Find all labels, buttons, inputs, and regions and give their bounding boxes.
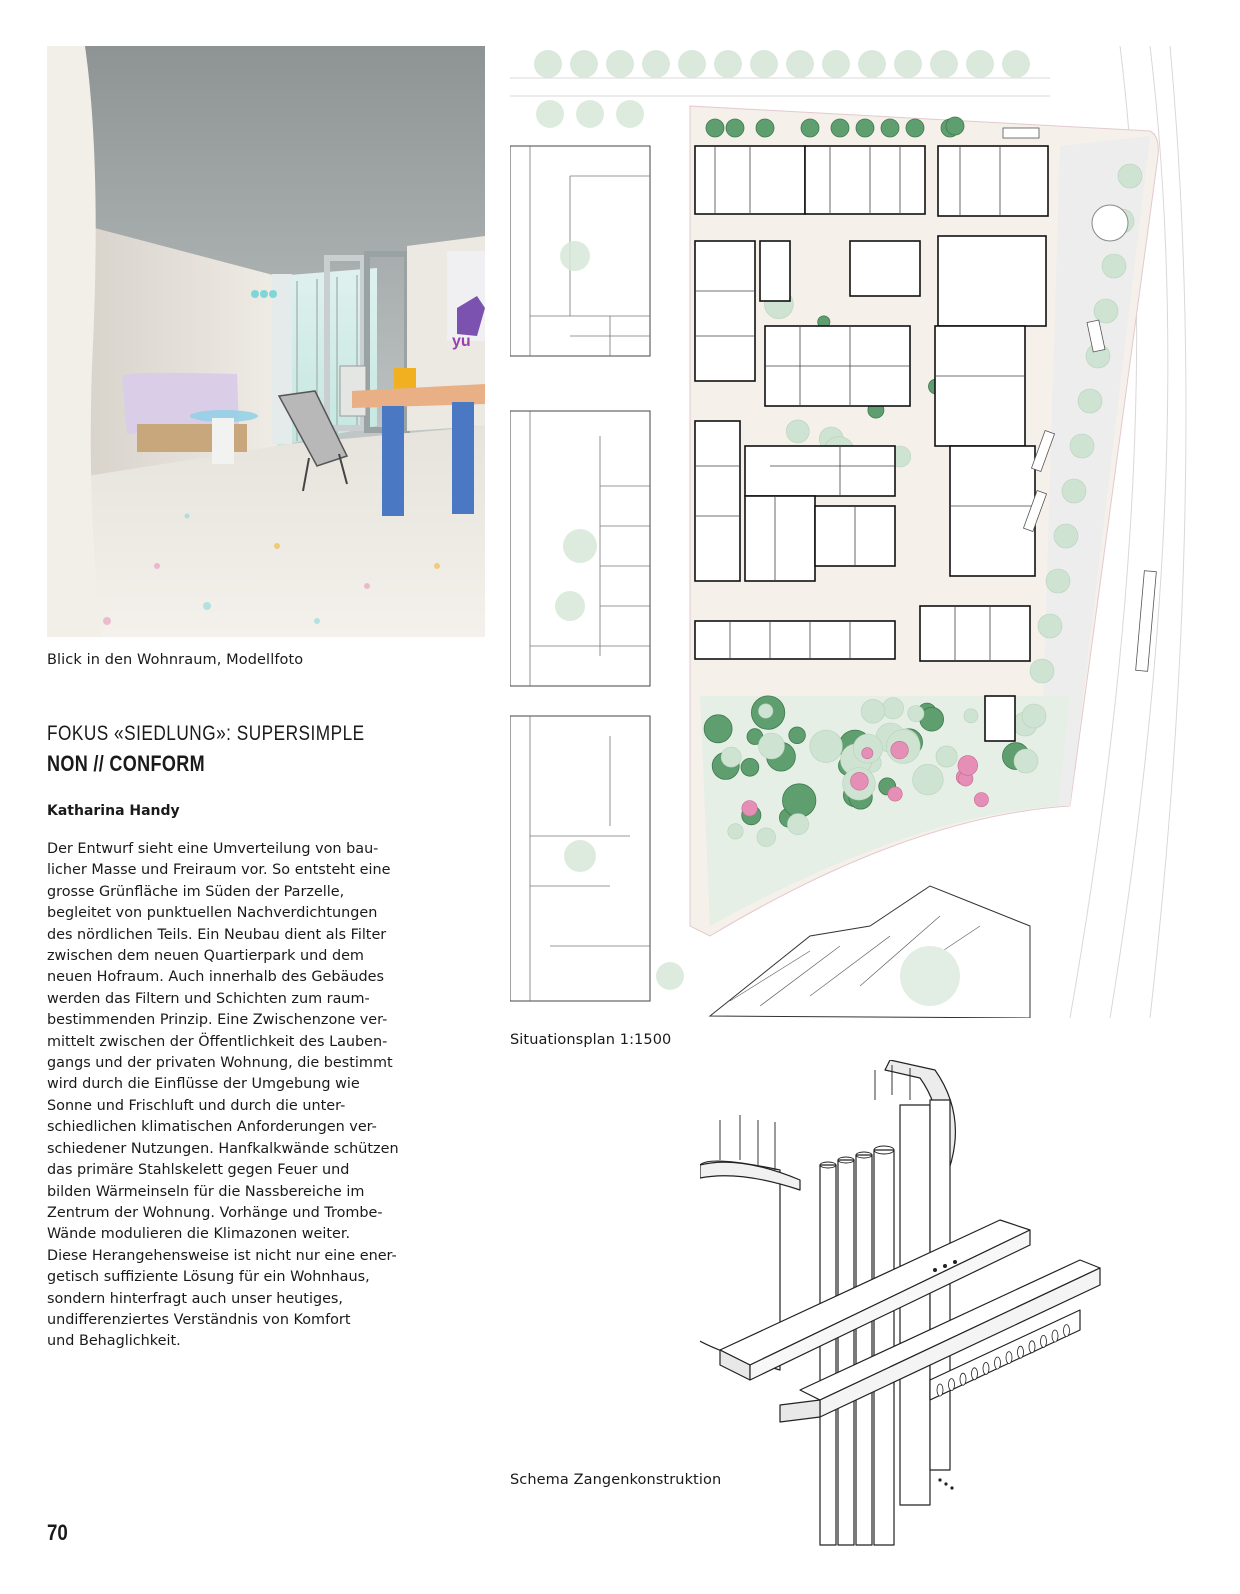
tree-symbol: [757, 828, 776, 847]
girder-hole: [960, 1373, 966, 1385]
tree-symbol: [714, 50, 742, 78]
body-line: gangs und der privaten Wohnung, die bestimmt: [47, 1055, 393, 1072]
tree-symbol: [946, 117, 964, 135]
tree-symbol: [801, 119, 819, 137]
body-line: das primäre Stahlskelett gegen Feuer und: [47, 1162, 350, 1179]
tree-symbol: [759, 704, 773, 718]
tree-symbol: [704, 715, 732, 743]
girder-hole: [1041, 1335, 1047, 1347]
tree-symbol: [1078, 389, 1102, 413]
tree-symbol: [1094, 299, 1118, 323]
tree-symbol: [888, 787, 902, 801]
page-number: 70: [47, 1520, 68, 1545]
girder-hole: [983, 1362, 989, 1374]
body-line: wird durch die Einflüsse der Umgebung wie: [47, 1076, 360, 1093]
tree-symbol: [1022, 704, 1046, 728]
tree-symbol: [726, 119, 744, 137]
tree-symbol: [1030, 659, 1054, 683]
body-line: mittelt zwischen der Öffentlichkeit des Lauben-: [47, 1033, 388, 1050]
body-line: bilden Wärmeinseln für die Nassbereiche im: [47, 1183, 365, 1200]
tree-symbol: [741, 758, 759, 776]
girder-hole: [1018, 1346, 1024, 1358]
body-line: Diese Herangehensweise ist nicht nur eine ener-: [47, 1247, 397, 1264]
tree-symbol: [966, 50, 994, 78]
tree-symbol: [882, 698, 903, 719]
body-line: schiedlichen klimatischen Anforderungen ver-: [47, 1119, 377, 1136]
tree-symbol: [858, 50, 886, 78]
article-kicker: FOKUS «SIEDLUNG»: SUPERSIMPLE: [47, 722, 365, 745]
plan-caption: Situationsplan 1:1500: [510, 1032, 672, 1048]
tree-symbol: [642, 50, 670, 78]
body-line: werden das Filtern und Schichten zum raum-: [47, 990, 370, 1007]
body-line: und Behaglichkeit.: [47, 1333, 181, 1350]
body-line: grosse Grünfläche im Süden der Parzelle,: [47, 883, 345, 900]
girder-hole: [1052, 1330, 1058, 1342]
tree-symbol: [936, 746, 957, 767]
body-line: licher Masse und Freiraum vor. So entsteht eine: [47, 862, 391, 879]
girder-hole: [972, 1368, 978, 1380]
body-line: sondern hinterfragt auch unser heutiges,: [47, 1290, 343, 1307]
tree-symbol: [786, 50, 814, 78]
tree-symbol: [750, 50, 778, 78]
tree-symbol: [1102, 254, 1126, 278]
tree-symbol: [789, 727, 806, 744]
body-line: schiedener Nutzungen. Hanfkalkwände schützen: [47, 1140, 399, 1157]
tree-symbol: [862, 748, 873, 759]
tree-symbol: [861, 699, 885, 723]
tree-symbol: [1038, 614, 1062, 638]
body-line: Zentrum der Wohnung. Vorhänge und Trombe-: [47, 1204, 383, 1221]
body-line: bestimmenden Prinzip. Eine Zwischenzone ver-: [47, 1012, 388, 1029]
tree-symbol: [974, 793, 988, 807]
article-author: Katharina Handy: [47, 803, 180, 819]
tree-symbol: [851, 772, 869, 790]
girder-hole: [1006, 1352, 1012, 1364]
tree-symbol: [831, 119, 849, 137]
body-line: Der Entwurf sieht eine Umverteilung von bau-: [47, 841, 379, 857]
tree-symbol: [1070, 434, 1094, 458]
tree-symbol: [913, 764, 944, 795]
tree-symbol: [894, 50, 922, 78]
tree-symbol: [810, 730, 843, 763]
tree-symbol: [756, 119, 774, 137]
tree-symbol: [1054, 524, 1078, 548]
tree-symbol: [728, 824, 743, 839]
site-plan: [510, 46, 1210, 1018]
body-line: begleitet von punktuellen Nachverdichtungen: [47, 905, 378, 922]
tree-symbol: [1046, 569, 1070, 593]
girder-hole: [1029, 1341, 1035, 1353]
tree-symbol: [606, 50, 634, 78]
tree-symbol: [678, 50, 706, 78]
tree-symbol: [759, 733, 785, 759]
girder-hole: [949, 1379, 955, 1391]
tree-symbol: [783, 784, 816, 817]
girder-hole: [1064, 1325, 1070, 1337]
tree-symbol: [908, 706, 924, 722]
tree-symbol: [1062, 479, 1086, 503]
tree-symbol: [721, 747, 741, 767]
body-line: undifferenziertes Verständnis von Komfort: [47, 1311, 351, 1328]
tree-symbol: [1118, 164, 1142, 188]
tree-symbol: [906, 119, 924, 137]
body-line: Sonne und Frischluft und durch die unter-: [47, 1097, 346, 1114]
svg-text:yu: yu: [452, 333, 471, 350]
construction-diagram: [700, 1060, 1120, 1550]
tree-symbol: [891, 741, 909, 759]
article-body: [47, 839, 399, 1353]
article-title: NON // CONFORM: [47, 751, 205, 776]
tree-symbol: [742, 801, 758, 817]
tree-symbol: [787, 814, 808, 835]
tree-symbol: [881, 119, 899, 137]
tree-symbol: [930, 50, 958, 78]
tree-symbol: [534, 50, 562, 78]
tree-symbol: [1002, 50, 1030, 78]
model-photo: [47, 46, 485, 637]
tree-symbol: [822, 50, 850, 78]
body-line: Wände modulieren die Klimazonen weiter.: [47, 1226, 351, 1243]
tree-symbol: [1014, 749, 1038, 773]
body-line: getisch suffiziente Lösung für ein Wohnhaus,: [47, 1269, 370, 1286]
girder-hole: [995, 1357, 1001, 1369]
photo-caption: Blick in den Wohnraum, Modellfoto: [47, 652, 304, 668]
body-line: des nördlichen Teils. Ein Neubau dient als Filter: [47, 926, 387, 943]
tree-symbol: [706, 119, 724, 137]
tree-symbol: [964, 709, 978, 723]
tree-symbol: [570, 50, 598, 78]
body-line: neuen Hofraum. Auch innerhalb des Gebäudes: [47, 969, 384, 986]
tree-symbol: [786, 420, 809, 443]
girder-hole: [937, 1384, 943, 1396]
tree-symbol: [856, 119, 874, 137]
body-line: zwischen dem neuen Quartierpark und dem: [47, 948, 364, 965]
tree-symbol: [958, 756, 978, 776]
diagram-caption: Schema Zangenkonstruktion: [510, 1472, 722, 1488]
